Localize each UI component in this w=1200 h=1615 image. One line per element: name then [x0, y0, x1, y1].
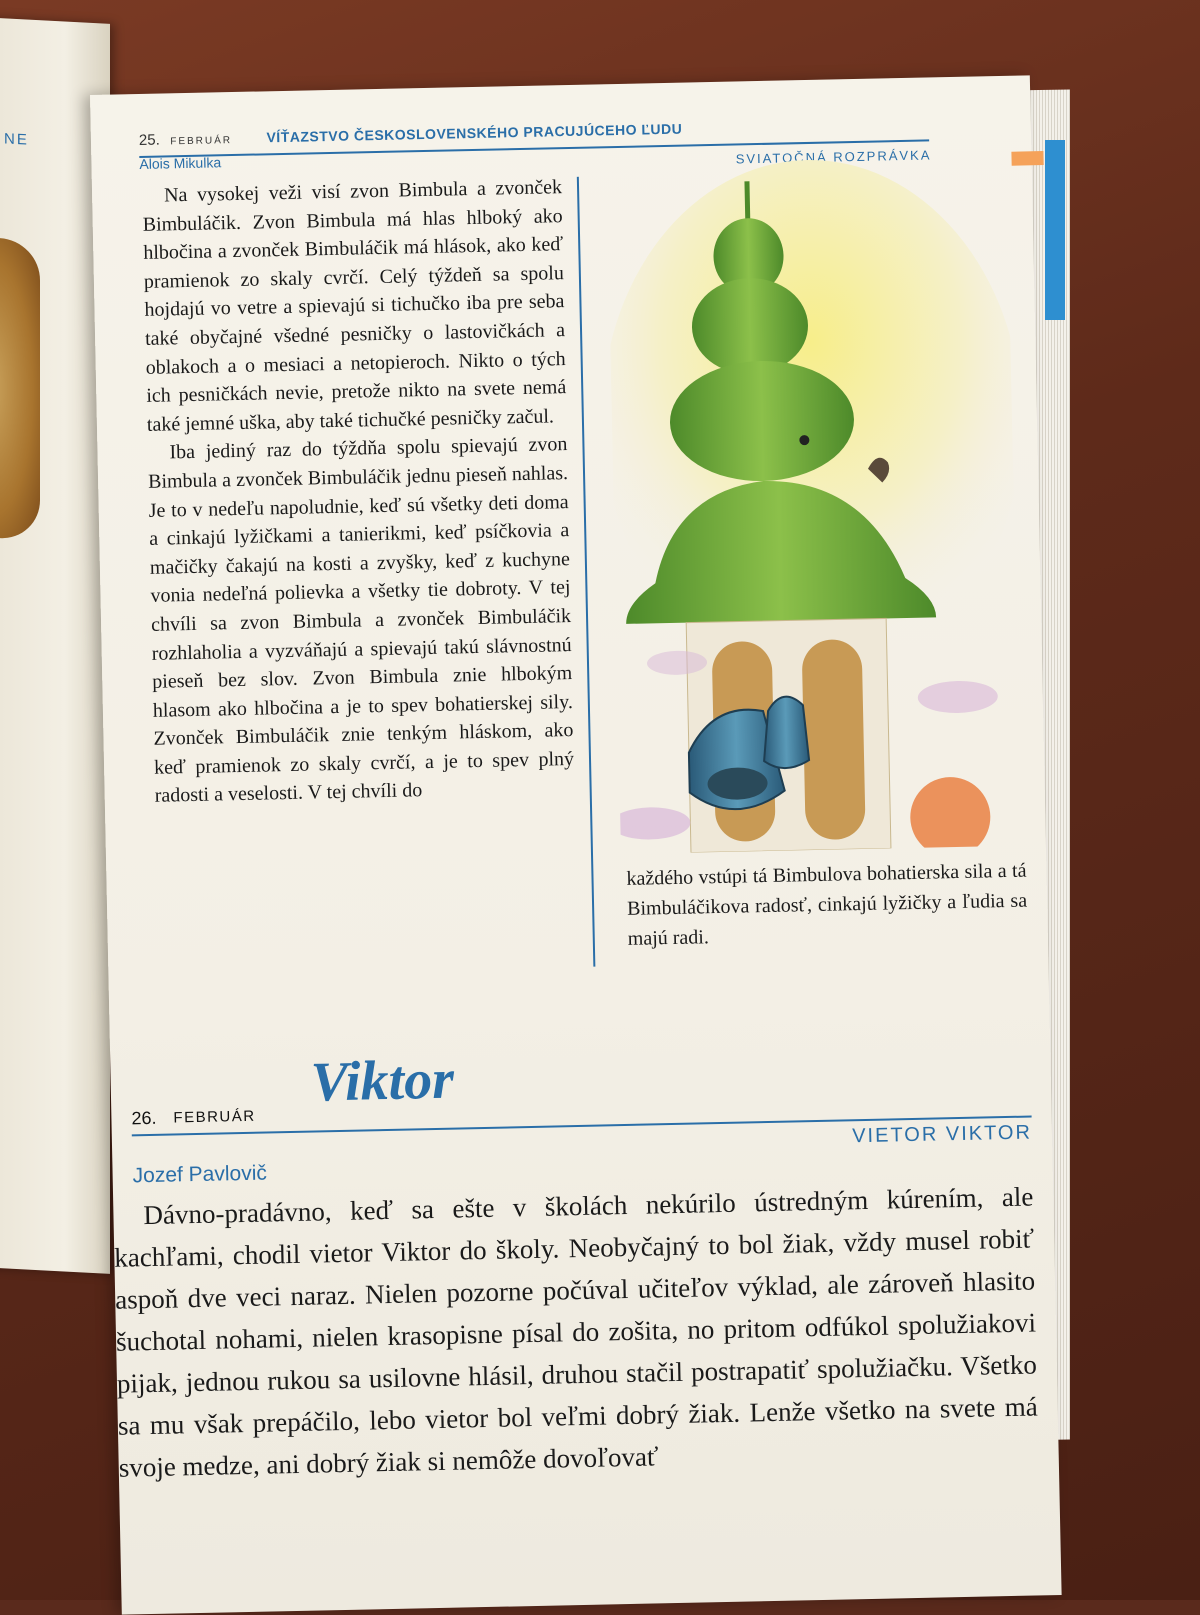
left-page-header-fragment: NE	[4, 130, 29, 149]
story1-paragraph-2: Iba jediný raz do týždňa spolu spievajú zvon Bimbula a zvonček Bimbuláčik jednu pieseň nahlas. Je to v nedeľu napoludnie, keď sú všetky deti doma a cinkajú lyžičkami a tanierikmi, keď psíčkovia a mačičky čakajú na kosti a zvyšky, keď z kuchyne vonia nedeľná polievka a všetky tie dobroty. V tej chvíli sa zvon Bimbula a zvonček Bimbuláčik rozhlaholia a vyzváňajú a spievajú takú slávnostnú pieseň bez slov. Zvon Bimbula znie hlbokým hlasom ako hlbočina a je to spev bohatierskej sily. Zvonček Bimbuláčik znie tenkým hláskom, ako keď pramienok zo skaly cvrčí, a je to spev plný radosti a veselosti. V tej chvíli do	[147, 433, 575, 808]
header-day: 25.	[138, 131, 160, 149]
story2-title: Viktor	[310, 1048, 455, 1114]
header-title: VÍŤAZSTVO ČESKOSLOVENSKÉHO PRACUJÚCEHO ĽUDU	[266, 120, 683, 146]
story1-paragraph-1: Na vysokej veži visí zvon Bimbula a zvonček Bimbuláčik. Zvon Bimbula má hlas hlboký ako hlbočina a zvonček Bimbuláčik má hlások, ako keď pramienok zo skaly cvrčí. Celý týždeň sa spolu hojdajú vo vetre a spievajú si tichučko iba pre seba také obyčajné všedné pesničky o lastovičkách a oblakoch a o mesiaci a netopieroch. Nikto o tých ich pesničkách nevie, pretože nikto na svete nemá také jemné uška, aby také tichučké pesničky začul.	[142, 176, 567, 436]
story2-header	[130, 1036, 1030, 1129]
story2-month: FEBRUÁR	[173, 1107, 256, 1127]
left-page-illustration-fragment	[0, 236, 40, 540]
bell-tower-illustration	[607, 156, 1021, 854]
story2-day: 26.	[131, 1107, 157, 1129]
story1-left-column	[142, 173, 575, 811]
story1-subtitle: SVIATOČNÁ ROZPRÁVKA	[735, 147, 932, 167]
story1-author: Alois Mikulka	[139, 154, 222, 172]
story2-subtitle: VIETOR VIKTOR	[851, 1121, 1033, 1148]
story1-continuation: každého vstúpi tá Bimbulova bohatierska sila a tá Bimbuláčikova radosť, cinkajú lyžičky a ľudia sa majú radi.	[626, 859, 1028, 950]
header-month: FEBRUÁR	[170, 135, 233, 148]
story2-body	[113, 1175, 1039, 1488]
page-header	[139, 114, 1019, 150]
sticky-note-tab	[1011, 151, 1043, 166]
next-page-blue-edge	[1045, 140, 1065, 320]
story2-paragraph: Dávno-pradávno, keď sa ešte v školách nekúrilo ústredným kúrením, ale kachľami, chodil vietor Viktor do školy. Neobyčajný to bol žiak, vždy musel robiť aspoň dve veci naraz. Nielen pozorne počúval učiteľov výklad, ale zároveň hlasito šuchotal nohami, nielen krasopisne písal do zošita, no pritom odfúkol spolužiakovi pijak, jednou rukou sa usilovne hlásil, druhou stačil postrapatiť spolužiačku. Všetko sa mu však prepáčilo, lebo vietor bol veľmi dobrý žiak. Lenže všetko na svete má svoje medze, ani dobrý žiak si nemôže dovoľovať	[114, 1181, 1038, 1483]
story2-author: Jozef Pavlovič	[132, 1161, 268, 1188]
book-page	[90, 75, 1062, 1614]
column-divider	[577, 177, 596, 967]
